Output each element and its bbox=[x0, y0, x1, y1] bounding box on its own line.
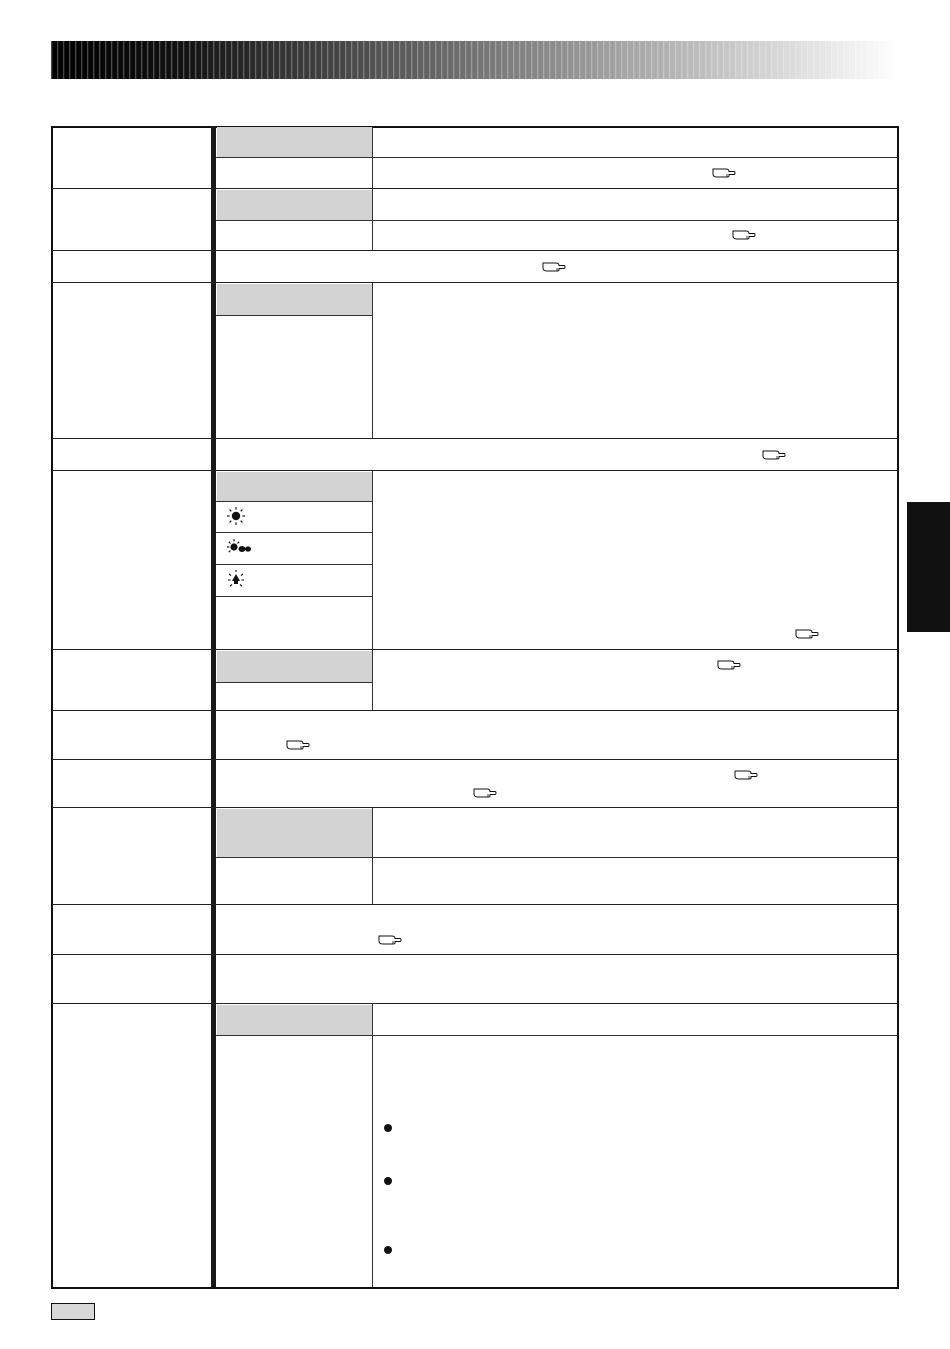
subrow-divider bbox=[216, 157, 898, 158]
row-divider bbox=[52, 250, 898, 251]
bullet-icon bbox=[384, 1246, 392, 1254]
option-cell-shaded bbox=[217, 809, 372, 857]
column-divider bbox=[372, 127, 373, 188]
sun-with-bulb-icon bbox=[226, 537, 252, 557]
subrow-divider bbox=[216, 315, 372, 316]
bullet-icon bbox=[384, 1177, 392, 1185]
header-gradient-bar bbox=[51, 41, 899, 79]
hand-reference-icon bbox=[542, 260, 566, 272]
column-divider bbox=[372, 808, 373, 904]
row-divider bbox=[52, 954, 898, 955]
option-cell-shaded bbox=[217, 284, 372, 315]
column-divider bbox=[372, 189, 373, 250]
subrow-divider bbox=[216, 1035, 898, 1036]
hand-reference-icon bbox=[286, 738, 310, 750]
option-cell-shaded bbox=[217, 190, 372, 220]
hand-reference-icon bbox=[473, 786, 497, 798]
row-divider bbox=[52, 1003, 898, 1004]
menu-settings-table bbox=[51, 126, 899, 1289]
column-divider bbox=[372, 471, 373, 649]
hand-reference-icon bbox=[732, 228, 756, 240]
subrow-divider bbox=[216, 501, 372, 502]
page-number-box bbox=[51, 1303, 95, 1320]
lamp-icon bbox=[226, 569, 246, 589]
subrow-divider bbox=[216, 596, 372, 597]
table-spine-divider bbox=[211, 126, 216, 1287]
subrow-divider bbox=[216, 532, 372, 533]
row-divider bbox=[52, 438, 898, 439]
subrow-divider bbox=[216, 220, 898, 221]
row-divider bbox=[52, 710, 898, 711]
row-divider bbox=[52, 470, 898, 471]
section-thumb-tab bbox=[907, 502, 950, 632]
row-divider bbox=[52, 282, 898, 283]
bullet-icon bbox=[384, 1124, 392, 1132]
column-divider bbox=[372, 1004, 373, 1287]
hand-reference-icon bbox=[717, 658, 741, 670]
hand-reference-icon bbox=[712, 166, 736, 178]
option-cell-shaded bbox=[217, 472, 372, 501]
column-divider bbox=[372, 283, 373, 438]
row-divider bbox=[52, 807, 898, 808]
hand-reference-icon bbox=[378, 933, 402, 945]
subrow-divider bbox=[216, 682, 372, 683]
hand-reference-icon bbox=[795, 627, 819, 639]
option-cell-shaded bbox=[217, 1005, 372, 1035]
sun-icon bbox=[226, 506, 246, 526]
column-divider bbox=[372, 650, 373, 710]
row-divider bbox=[52, 649, 898, 650]
subrow-divider bbox=[216, 857, 898, 858]
row-divider bbox=[52, 904, 898, 905]
option-cell-shaded bbox=[217, 651, 372, 682]
option-cell-shaded bbox=[217, 127, 372, 157]
subrow-divider bbox=[216, 564, 372, 565]
hand-reference-icon bbox=[734, 768, 758, 780]
hand-reference-icon bbox=[762, 448, 786, 460]
row-divider bbox=[52, 188, 898, 189]
row-divider bbox=[52, 759, 898, 760]
